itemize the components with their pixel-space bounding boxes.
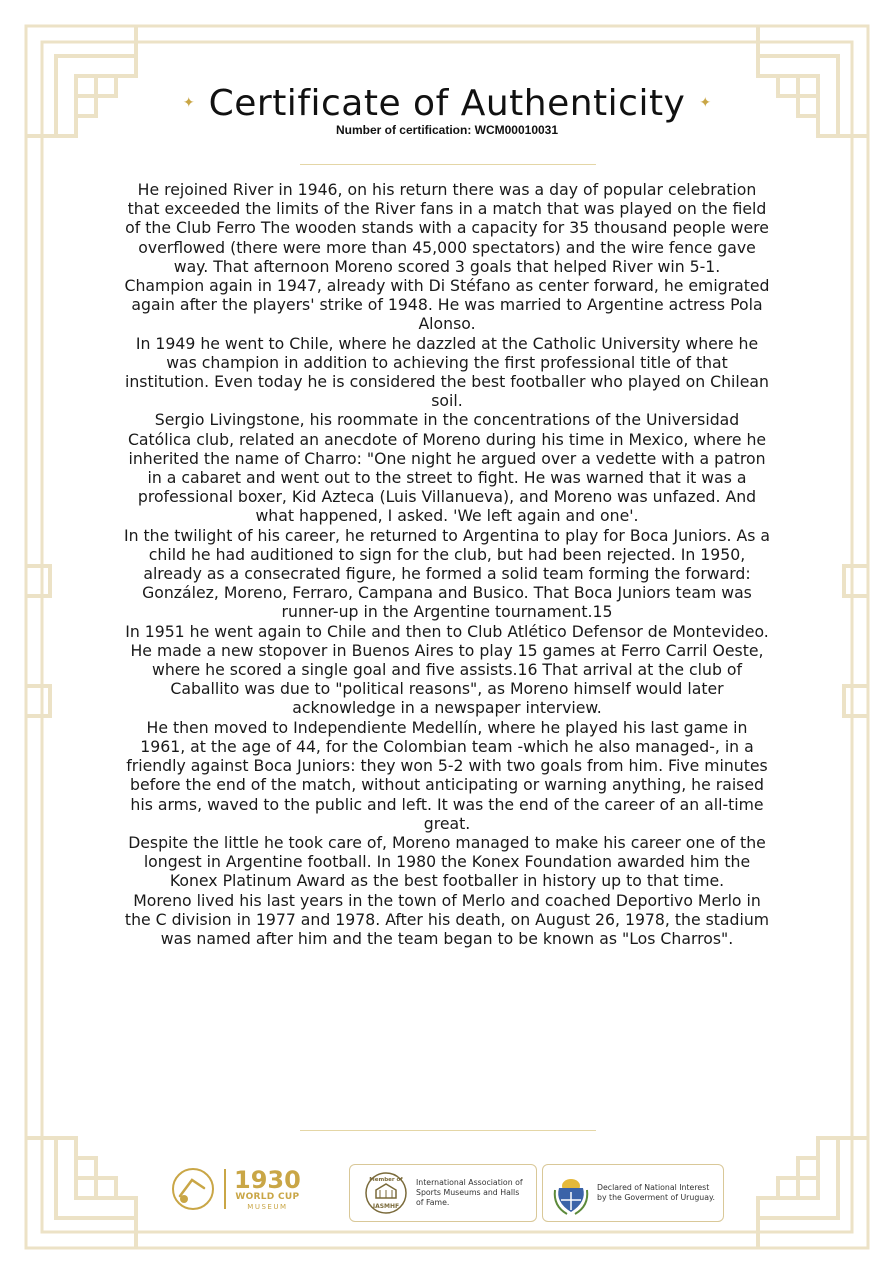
logo-divider bbox=[224, 1169, 226, 1209]
body-paragraph: He rejoined River in 1946, on his return there was a day of popular celebration that exceeded the limits of the River fans in a match that was played on the field of the Club Ferro The wooden stands with a capacity for 35 thousand people were overflowed (there were more than 45,000 spectators) and the wire fence gave way. That afternoon Moreno scored 3 goals that helped River win 5-1. bbox=[125, 180, 769, 276]
certificate bbox=[6, 6, 888, 1268]
top-divider bbox=[300, 164, 596, 165]
iasmhf-badge bbox=[349, 1164, 537, 1222]
body-paragraph: In 1949 he went to Chile, where he dazzled at the Catholic University where he was champion in addition to achieving the first professional title of that institution. Even today he is considered the best footballer who played on Chilean soil. bbox=[125, 333, 769, 411]
football-player-icon bbox=[170, 1166, 216, 1212]
title-row bbox=[6, 78, 888, 128]
uruguay-coat-of-arms-icon bbox=[549, 1168, 593, 1218]
seal-bottom-text: IASMHF bbox=[372, 1203, 400, 1210]
certification-number: Number of certification: WCM00010031 bbox=[335, 123, 559, 137]
certificate-body bbox=[122, 180, 772, 948]
body-paragraph: Champion again in 1947, already with Di Stéfano as center forward, he emigrated again after the players' strike of 1948. He was married to Argentine actress Pola Alonso. bbox=[124, 276, 770, 334]
iasmhf-seal-icon bbox=[356, 1168, 416, 1218]
iasmhf-text: International Association of Sports Museums and Halls of Fame. bbox=[416, 1178, 523, 1207]
uruguay-text: Declared of National Interest by the Goverment of Uruguay. bbox=[597, 1183, 715, 1202]
seal-top-text: Member of bbox=[369, 1177, 403, 1183]
logo-world-cup: WORLD CUP bbox=[235, 1191, 300, 1202]
body-paragraph: In 1951 he went again to Chile and then to Club Atlético Defensor de Montevideo. He made a new stopover in Buenos Aires to play 15 games at Ferro Carril Oeste, where he scored a single goal and five assists.16 That arrival at the club of Caballito was due to "political reasons", as Moreno himself would later acknowledge in a newspaper interview. bbox=[125, 621, 769, 718]
body-paragraph: Moreno lived his last years in the town of Merlo and coached Deportivo Merlo in the C division in 1977 and 1978. After his death, on August 26, 1978, the stadium was named after him and the team began to be known as "Los Charros". bbox=[124, 890, 770, 948]
certificate-title: Certificate of Authenticity bbox=[208, 82, 686, 124]
logo-year: 1930 bbox=[234, 1165, 301, 1194]
star-icon: ✦ bbox=[182, 95, 195, 111]
body-paragraph: In the twilight of his career, he returned to Argentina to play for Boca Juniors. As a child he had auditioned to sign for the club, but had been rejected. In 1950, already as a consecrated figure, he formed a solid team forming the forward: González, Moreno, Ferraro, Campana and Busico. That Boca Juniors team was runner-up in the Argentine tournament.15 bbox=[123, 525, 771, 622]
star-icon: ✦ bbox=[699, 95, 712, 111]
body-paragraph: Sergio Livingstone, his roommate in the concentrations of the Universidad Católica club, related an anecdote of Moreno during his time in Mexico, where he inherited the name of Charro: "One night he argued over a vedette with a patron in a cabaret and went out to the street to fight. He was warned that it was a professional boxer, Kid Azteca (Luis Villanueva), and Moreno was unfazed. And what happened, I asked. 'We left again and one'. bbox=[127, 410, 767, 526]
logo-museum: MUSEUM bbox=[247, 1202, 288, 1211]
museum-logo bbox=[170, 1166, 301, 1212]
bottom-divider bbox=[300, 1130, 596, 1131]
uruguay-badge bbox=[542, 1164, 724, 1222]
footer bbox=[6, 1156, 888, 1226]
body-paragraph: Despite the little he took care of, Moreno managed to make his career one of the longest in Argentine football. In 1980 the Konex Foundation awarded him the Konex Platinum Award as the best footballer in history up to that time. bbox=[128, 832, 766, 891]
body-paragraph: He then moved to Independiente Medellín, where he played his last game in 1961, at the age of 44, for the Colombian team -which he also managed-, in a friendly against Boca Juniors: they won 5-2 with two goals from him. Five minutes before the end of the match, without anticipating or warning anything, he raised his arms, waved to the public and left. It was the end of the career of an all-time great. bbox=[126, 717, 768, 833]
museum-logo-text bbox=[234, 1165, 301, 1211]
